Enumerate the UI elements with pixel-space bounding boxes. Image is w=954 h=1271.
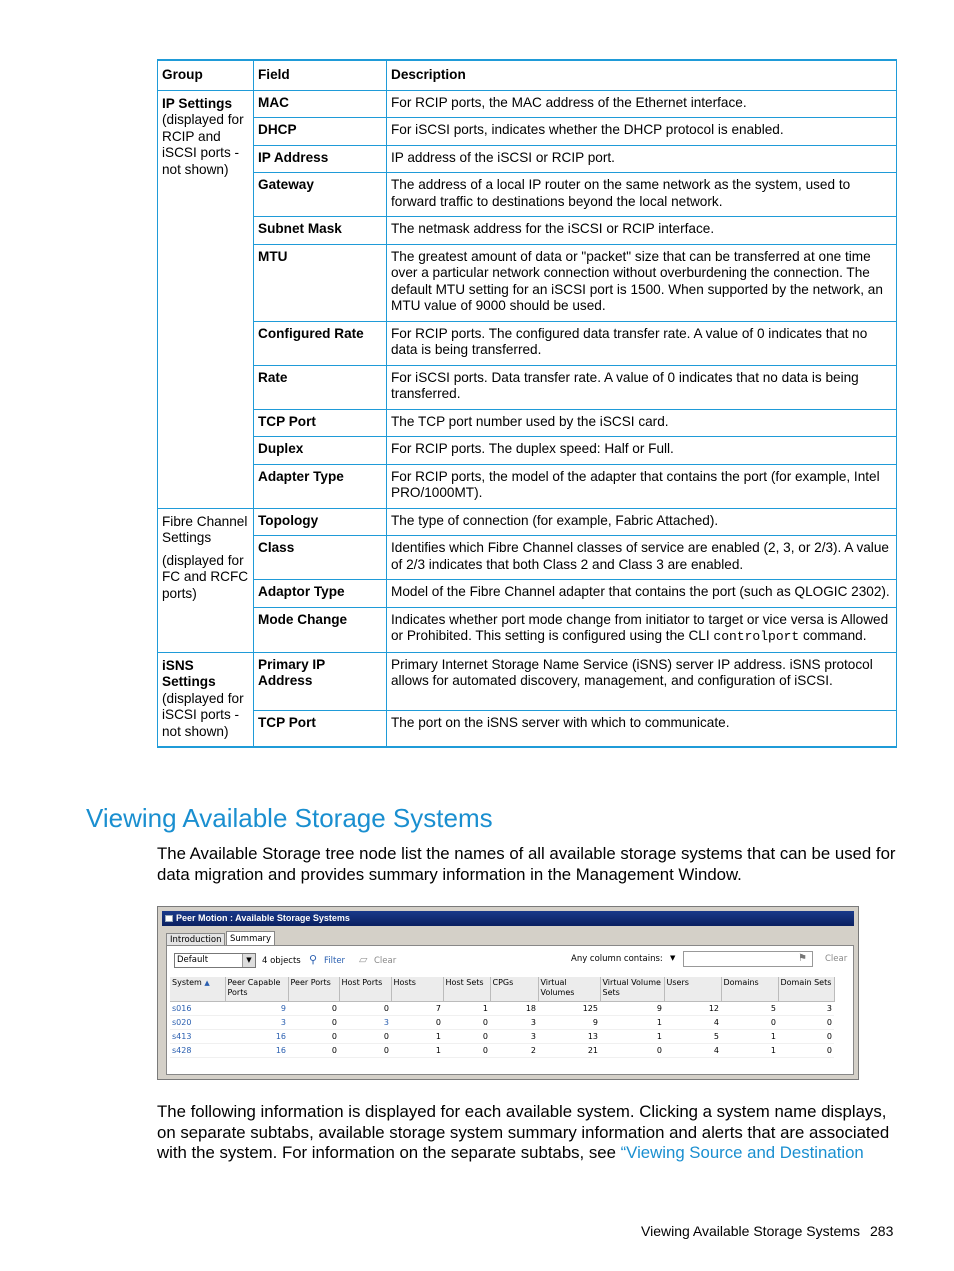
field-description: IP address of the iSCSI or RCIP port. — [387, 145, 897, 173]
object-count: 4 objects — [262, 956, 301, 966]
col-virtual-volumes[interactable]: Virtual Volumes — [538, 977, 600, 1002]
field-description: For RCIP ports, the MAC address of the Ethernet interface. — [387, 90, 897, 118]
header-group: Group — [158, 60, 254, 90]
footer-title: Viewing Available Storage Systems — [641, 1223, 860, 1239]
table-row — [158, 652, 897, 710]
cell: 0 — [288, 1016, 339, 1030]
cell: 5 — [721, 1002, 778, 1016]
table-row — [158, 464, 897, 508]
field-description: The port on the iSNS server with which to communicate. — [387, 710, 897, 747]
clear-filter-button[interactable]: Clear — [374, 956, 397, 966]
system-link[interactable]: s428 — [170, 1044, 225, 1058]
col-system[interactable]: System ▲ — [170, 977, 225, 1002]
col-domains[interactable]: Domains — [721, 977, 778, 1002]
cli-command: controlport — [713, 629, 800, 644]
cell: 0 — [288, 1030, 339, 1044]
field-name: Rate — [254, 365, 387, 409]
table-row — [158, 244, 897, 321]
window-icon — [165, 915, 173, 922]
table-row[interactable] — [170, 1002, 834, 1016]
screenshot-figure — [157, 906, 859, 1080]
cell[interactable]: 9 — [225, 1002, 288, 1016]
col-host-ports[interactable]: Host Ports — [339, 977, 391, 1002]
table-row — [158, 710, 897, 747]
group-name: iSNS Settings — [162, 657, 216, 689]
sort-asc-icon[interactable]: ▲ — [204, 979, 210, 987]
table-row — [158, 508, 897, 536]
field-name: MTU — [254, 244, 387, 321]
col-virtual-volume-sets[interactable]: Virtual Volume Sets — [600, 977, 664, 1002]
col-users[interactable]: Users — [664, 977, 721, 1002]
group-name: Fibre Channel Settings — [162, 513, 248, 545]
table-row — [158, 437, 897, 465]
field-description: Primary Internet Storage Name Service (iSNS) server IP address. iSNS protocol allows for automated discovery, management, and configuration of iSCSI. — [387, 652, 897, 710]
desc-text-before: Indicates whether port mode change from initiator to target or vice versa is Allowed or Prohibited. This setting is configured using the CLI — [391, 611, 889, 643]
header-description: Description — [387, 60, 897, 90]
field-name: TCP Port — [254, 409, 387, 437]
clear-search-button[interactable]: Clear — [825, 954, 848, 964]
cell: 0 — [339, 1044, 391, 1058]
cell: 1 — [600, 1016, 664, 1030]
cell: 1 — [721, 1044, 778, 1058]
col-hosts[interactable]: Hosts — [391, 977, 443, 1002]
cell: 1 — [721, 1030, 778, 1044]
table-row — [158, 173, 897, 217]
group-note: (displayed for FC and RCFC ports) — [162, 552, 249, 601]
cell: 0 — [778, 1030, 834, 1044]
table-row — [158, 580, 897, 608]
cell[interactable]: 16 — [225, 1044, 288, 1058]
cell: 9 — [600, 1002, 664, 1016]
table-header-row — [158, 60, 897, 90]
tab-introduction[interactable]: Introduction — [166, 933, 225, 946]
cell: 7 — [391, 1002, 443, 1016]
table-row — [158, 365, 897, 409]
group-note: (displayed for iSCSI ports - not shown) — [162, 690, 244, 739]
col-cpgs[interactable]: CPGs — [490, 977, 538, 1002]
field-description: For iSCSI ports. Data transfer rate. A value of 0 indicates that no data is being transferred. — [387, 365, 897, 409]
cell: 0 — [600, 1044, 664, 1058]
cell: 0 — [443, 1044, 490, 1058]
cell: 18 — [490, 1002, 538, 1016]
table-row — [158, 409, 897, 437]
field-description: For RCIP ports. The duplex speed: Half or Full. — [387, 437, 897, 465]
group-cell — [158, 508, 254, 652]
cell: 0 — [339, 1002, 391, 1016]
field-description: For RCIP ports. The configured data transfer rate. A value of 0 indicates that no data is being transferred. — [387, 321, 897, 365]
view-select[interactable] — [174, 953, 256, 968]
field-name: Adapter Type — [254, 464, 387, 508]
field-name: TCP Port — [254, 710, 387, 747]
cell: 12 — [664, 1002, 721, 1016]
field-name: Gateway — [254, 173, 387, 217]
cell[interactable]: 3 — [225, 1016, 288, 1030]
cell: 1 — [391, 1030, 443, 1044]
cell: 5 — [664, 1030, 721, 1044]
cell: 0 — [443, 1016, 490, 1030]
cell: 9 — [538, 1016, 600, 1030]
cell: 3 — [490, 1030, 538, 1044]
search-icon[interactable]: ⚑ — [798, 953, 807, 964]
cell: 13 — [538, 1030, 600, 1044]
col-domain-sets[interactable]: Domain Sets — [778, 977, 834, 1002]
col-host-sets[interactable]: Host Sets — [443, 977, 490, 1002]
tab-summary[interactable]: Summary — [226, 931, 275, 946]
field-name: Duplex — [254, 437, 387, 465]
chevron-down-icon[interactable]: ▼ — [670, 954, 676, 962]
cell[interactable]: 16 — [225, 1030, 288, 1044]
table-row — [158, 536, 897, 580]
cell: 0 — [288, 1002, 339, 1016]
cell: 125 — [538, 1002, 600, 1016]
window-titlebar — [162, 911, 854, 926]
cell: 1 — [391, 1044, 443, 1058]
cell: 3 — [778, 1002, 834, 1016]
cell: 0 — [339, 1030, 391, 1044]
table-row — [158, 90, 897, 118]
field-description: The TCP port number used by the iSCSI card. — [387, 409, 897, 437]
summary-panel — [166, 945, 854, 1075]
system-link[interactable]: s413 — [170, 1030, 225, 1044]
header-field: Field — [254, 60, 387, 90]
field-description: The address of a local IP router on the same network as the system, used to forward traffic to destinations beyond the local network. — [387, 173, 897, 217]
field-name: Mode Change — [254, 607, 387, 652]
field-table — [157, 59, 897, 748]
cell: 0 — [778, 1044, 834, 1058]
table-row — [158, 145, 897, 173]
group-cell — [158, 90, 254, 508]
cell: 21 — [538, 1044, 600, 1058]
table-row — [158, 321, 897, 365]
table-row — [158, 217, 897, 245]
cell: 0 — [443, 1030, 490, 1044]
filter-icon[interactable]: ⚲ — [309, 953, 318, 966]
section-title: Viewing Available Storage Systems — [86, 803, 493, 833]
view-select-value: Default — [177, 955, 209, 965]
table-row — [158, 118, 897, 146]
table-row[interactable] — [170, 1030, 834, 1044]
filter-button[interactable]: Filter — [324, 956, 346, 966]
group-note: (displayed for RCIP and iSCSI ports - not shown) — [162, 112, 244, 177]
cell: 4 — [664, 1016, 721, 1030]
field-name: IP Address — [254, 145, 387, 173]
col-peer-ports[interactable]: Peer Ports — [288, 977, 339, 1002]
cell: 1 — [600, 1030, 664, 1044]
any-column-label[interactable]: Any column contains: — [571, 954, 663, 964]
system-link[interactable]: s016 — [170, 1002, 225, 1016]
field-name: Primary IP Address — [254, 652, 387, 710]
table-row[interactable] — [170, 1016, 834, 1030]
window-title: Peer Motion : Available Storage Systems — [176, 913, 350, 923]
col-peer-capable-ports[interactable]: Peer Capable Ports — [225, 977, 288, 1002]
table-row — [158, 607, 897, 652]
grid-header-row — [170, 977, 834, 1002]
field-name: Adaptor Type — [254, 580, 387, 608]
field-description: The netmask address for the iSCSI or RCIP interface. — [387, 217, 897, 245]
field-name: Configured Rate — [254, 321, 387, 365]
group-name: IP Settings — [162, 95, 232, 111]
cell: 0 — [778, 1016, 834, 1030]
body-paragraph — [157, 1102, 902, 1164]
desc-text-after: command. — [799, 628, 867, 643]
page-number: 283 — [870, 1223, 894, 1239]
field-description: Identifies which Fibre Channel classes of service are enabled (2, 3, or 2/3). A value of 2/3 indicates that both Class 2 and Class 3 are enabled. — [387, 536, 897, 580]
cell: 3 — [490, 1016, 538, 1030]
field-name: Class — [254, 536, 387, 580]
group-cell — [158, 652, 254, 747]
system-link[interactable]: s020 — [170, 1016, 225, 1030]
field-description: For RCIP ports, the model of the adapter that contains the port (for example, Intel PRO/1000MT). — [387, 464, 897, 508]
field-description: The greatest amount of data or "packet" size that can be transferred at one time over a particular network connection without overburdening the connection. The default MTU setting for an iSCSI port is 1500. When supported by the network, an MTU value of 9000 should be used. — [387, 244, 897, 321]
systems-table — [170, 977, 835, 1058]
cell: 0 — [288, 1044, 339, 1058]
field-name: Topology — [254, 508, 387, 536]
chevron-down-icon: ▼ — [242, 954, 255, 967]
eraser-icon[interactable]: ▱ — [359, 953, 368, 966]
table-row[interactable] — [170, 1044, 834, 1058]
body-text: The following information is displayed for each available system. Clicking a system name displays, on separate subtabs, available storage system summary information and alerts that are associated with the system. For information on the separate subtabs, see — [157, 1102, 890, 1162]
field-name: MAC — [254, 90, 387, 118]
field-description — [387, 607, 897, 652]
field-name: Subnet Mask — [254, 217, 387, 245]
field-name: DHCP — [254, 118, 387, 146]
cell[interactable]: 3 — [339, 1016, 391, 1030]
search-input[interactable] — [683, 951, 813, 967]
field-description: Model of the Fibre Channel adapter that contains the port (such as QLOGIC 2302). — [387, 580, 897, 608]
cell: 2 — [490, 1044, 538, 1058]
cell: 4 — [664, 1044, 721, 1058]
field-description: The type of connection (for example, Fabric Attached). — [387, 508, 897, 536]
intro-paragraph: The Available Storage tree node list the names of all available storage systems that can be used for data migration and provides summary information in the Management Window. — [157, 844, 896, 884]
field-description: For iSCSI ports, indicates whether the DHCP protocol is enabled. — [387, 118, 897, 146]
cell: 0 — [391, 1016, 443, 1030]
cross-reference-link[interactable]: “Viewing Source and Destination — [620, 1143, 864, 1162]
cell: 1 — [443, 1002, 490, 1016]
cell: 0 — [721, 1016, 778, 1030]
